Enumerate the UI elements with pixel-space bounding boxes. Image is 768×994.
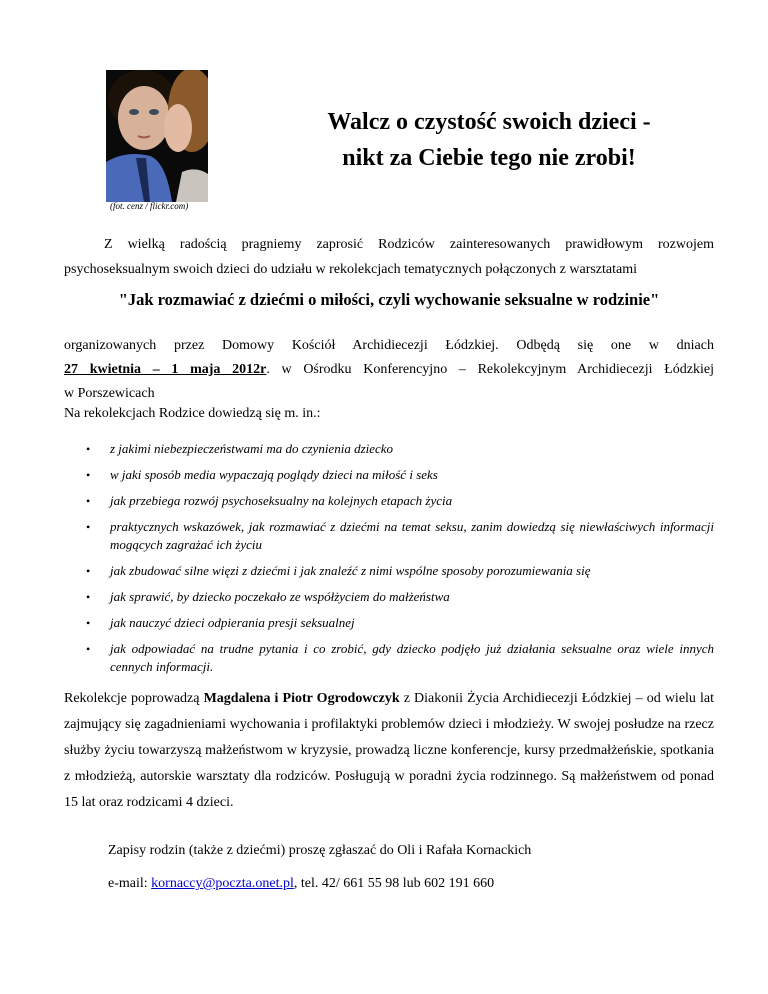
seminar-title: "Jak rozmawiać z dziećmi o miłości, czyli wychowanie seksualne w rodzinie" (118, 290, 660, 309)
bullet-icon: • (86, 494, 91, 508)
learn-heading: Na rekolekcjach Rodzice dowiedzą się m. in.: (64, 406, 321, 421)
intro-paragraph (64, 232, 714, 282)
list-item: • jak odpowiadać na trudne pytania i co zrobić, gdy dziecko podjęło już działania seksualne oraz wiele innych cennych informacji. (86, 641, 714, 674)
bullet-icon: • (86, 642, 91, 656)
list-item: • jak przebiega rozwój psychoseksualny na kolejnych etapach życia (86, 493, 453, 508)
bullet-icon: • (86, 442, 91, 456)
organised-paragraph (64, 334, 714, 406)
leaders-names: Magdalena i Piotr Ogrodowczyk (203, 691, 400, 706)
list-item: • praktycznych wskazówek, jak rozmawiać z dziećmi na temat seksu, zanim dowiedzą się niewłaściwych informacji mogących zagrażać ich życiu (86, 519, 714, 552)
contact-line: e-mail: kornaccy@poczta.onet.pl, tel. 42/ 661 55 98 lub 602 191 660 (108, 876, 495, 891)
bullet-icon: • (86, 616, 91, 630)
list-item: • jak sprawić, by dziecko poczekało ze współżyciem do małżeństwa (86, 589, 450, 604)
list-item: • z jakimi niebezpieczeństwami ma do czynienia dziecko (86, 441, 394, 456)
bullet-icon: • (86, 468, 91, 482)
children-photo (106, 70, 208, 202)
signup-text: Zapisy rodzin (także z dziećmi) proszę zgłaszać do Oli i Rafała Kornackich (108, 843, 532, 858)
organised-line-1: organizowanych przez Domowy Kościół Archidiecezji Łódzkiej. Odbędą się one w dniach (64, 338, 714, 353)
event-dates: 27 kwietnia – 1 maja 2012r (64, 362, 267, 377)
bullet-icon: • (86, 520, 91, 534)
headline-line-2: nikt za Ciebie tego nie zrobi! (342, 145, 636, 171)
organised-line-2 (64, 358, 714, 382)
intro-text: Z wielką radością pragniemy zaprosić Rodziców zainteresowanych prawidłowym rozwojem psychoseksualnym swoich dzieci do udziału w rekolekcjach tematycznych połączonych z warsztatami (64, 237, 714, 277)
bullet-icon: • (86, 564, 91, 578)
leaders-paragraph: Rekolekcje poprowadzą Magdalena i Piotr Ogrodowczyk z Diakonii Życia Archidiecezji Łódzkiej – od wielu lat zajmujący się zagadnieniami wychowania i profilaktyki problemów dzieci i młodzieży. W swojej posłudze na rzecz służby życiu towarzyszą małżeństwom w kryzysie, prowadzą liczne konferencje, kursy przedmałżeńskie, spotkania z młodzieżą, autorskie warsztaty dla rodziców. Posługują w poradni życia rodzinnego. Są małżeństwem od ponad 15 lat oraz rodzicami 4 dzieci. (64, 691, 715, 810)
headline-line-1: Walcz o czystość swoich dzieci - (327, 109, 651, 135)
organised-line-3: w Porszewicach (64, 386, 155, 401)
venue-text: . w Ośrodku Konferencyjno – Rekolekcyjnym Archidiecezji Łódzkiej (266, 362, 714, 377)
headline (250, 104, 728, 176)
list-item: • jak nauczyć dzieci odpierania presji seksualnej (86, 615, 355, 630)
list-item: • w jaki sposób media wypaczają poglądy dzieci na miłość i seks (86, 467, 438, 482)
photo-caption: (fot. cenz / flickr.com) (110, 201, 189, 211)
bullet-icon: • (86, 590, 91, 604)
list-item: • jak zbudować silne więzi z dziećmi i jak znaleźć z nimi wspólne sposoby porozumiewania się (86, 563, 591, 578)
email-link[interactable]: kornaccy@poczta.onet.pl (151, 876, 294, 891)
